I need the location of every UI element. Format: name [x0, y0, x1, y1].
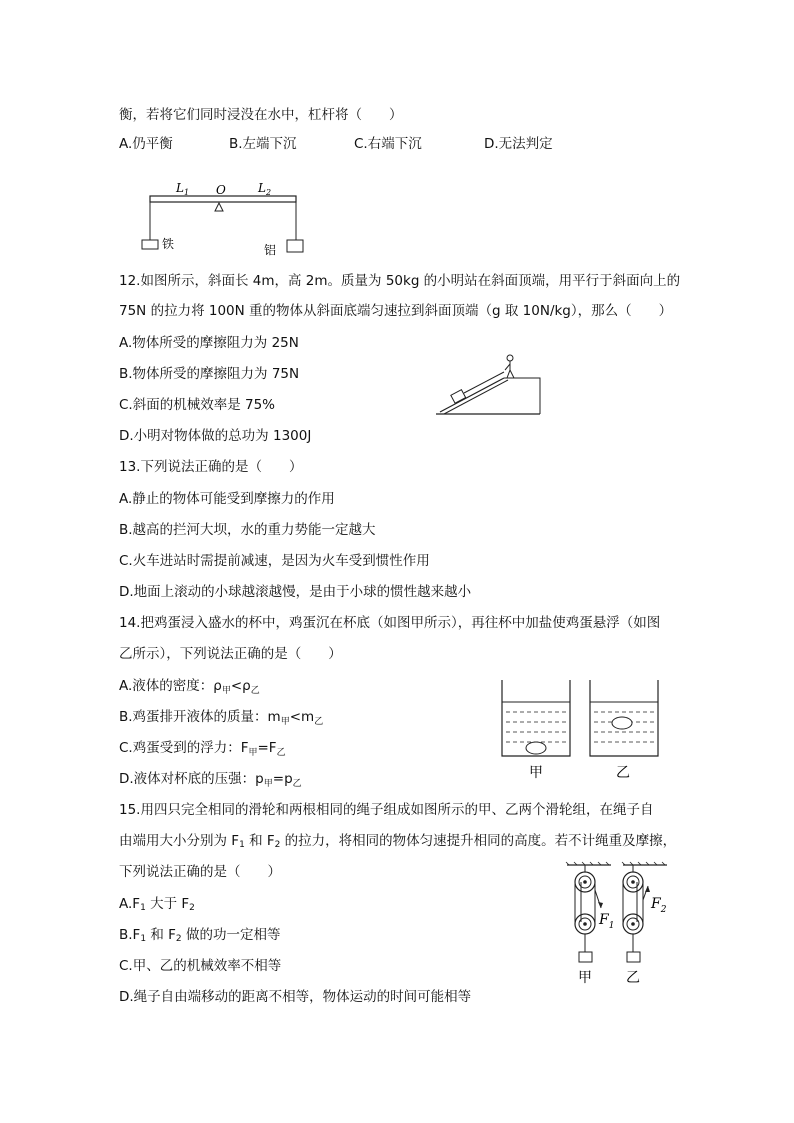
q15-option-d: D.绳子自由端移动的距离不相等，物体运动的时间可能相等 [119, 989, 472, 1005]
q15-stem-line1: 15.用四只完全相同的滑轮和两根相同的绳子组成如图所示的甲、乙两个滑轮组，在绳子自 [119, 802, 654, 818]
q11-stem-tail: 衡，若将它们同时浸没在水中，杠杆将（ ） [119, 107, 403, 123]
q15-stem-line2: 由端用大小分别为 F1 和 F2 的拉力，将相同的物体匀速提升相同的高度。若不计绳重及摩擦， [119, 833, 677, 850]
q14-option-d: D.液体对杯底的压强：$p_甲=p_乙$ [119, 771, 302, 789]
q12-stem-line1: 12.如图所示，斜面长 4m，高 2m。质量为 50kg 的小明站在斜面顶端，用平行于斜面向上的 [119, 273, 681, 289]
q12-stem-line2: 75N 的拉力将 100N 重的物体从斜面底端匀速拉到斜面顶端（g 取 10N/kg），那么（ ） [119, 303, 673, 319]
q11-option-c: C.右端下沉 [354, 136, 422, 152]
q14-option-b: B.鸡蛋排开液体的质量：$m_甲<m_乙$ [119, 709, 324, 727]
svg-text:F2: $F_2$ [651, 896, 667, 915]
q13-option-a: A.静止的物体可能受到摩擦力的作用 [119, 491, 335, 507]
svg-text:乙: 乙 [616, 765, 630, 781]
q13-option-b: B.越高的拦河大坝，水的重力势能一定越大 [119, 522, 376, 538]
q11-option-d: D.无法判定 [484, 136, 553, 152]
svg-text:甲: 甲 [529, 765, 543, 781]
svg-text:F1: $F_1$ [599, 912, 615, 931]
q13-option-c: C.火车进站时需提前减速，是因为火车受到惯性作用 [119, 553, 430, 569]
q13-stem: 13.下列说法正确的是（ ） [119, 459, 303, 475]
svg-text:O: O [216, 183, 226, 197]
q11-option-b: B.左端下沉 [229, 136, 297, 152]
svg-text:乙: 乙 [626, 970, 640, 986]
q15-option-c: C.甲、乙的机械效率不相等 [119, 958, 282, 974]
q14-stem-line2: 乙所示），下列说法正确的是（ ） [119, 646, 342, 662]
lever-figure [138, 178, 308, 258]
q11-option-a: A.仍平衡 [119, 136, 173, 152]
pulley-figure [565, 862, 675, 987]
incline-figure [432, 350, 544, 416]
svg-text:铁: 铁 [162, 237, 175, 251]
q12-option-d: D.小明对物体做的总功为 1300J [119, 428, 312, 444]
q15-option-a: A.F1 大于 F2 [119, 896, 195, 913]
q12-option-c: C.斜面的机械效率是 75% [119, 397, 276, 413]
svg-text:L1: $L_1$ [176, 181, 190, 197]
q14-option-c: C.鸡蛋受到的浮力：$F_甲=F_乙$ [119, 740, 286, 758]
q15-stem-line3: 下列说法正确的是（ ） [119, 864, 281, 880]
egg-cups-figure [498, 678, 658, 782]
q12-option-b: B.物体所受的摩擦阻力为 75N [119, 366, 300, 382]
svg-text:甲: 甲 [578, 970, 592, 986]
q12-option-a: A.物体所受的摩擦阻力为 25N [119, 335, 299, 351]
q14-option-a: A.液体的密度：$\rho_甲<\rho_乙$ [119, 678, 260, 696]
q15-option-b: B.F1 和 F2 做的功一定相等 [119, 927, 281, 944]
svg-text:L2: $L_2$ [258, 181, 272, 197]
q14-stem-line1: 14.把鸡蛋浸入盛水的杯中，鸡蛋沉在杯底（如图甲所示），再往杯中加盐使鸡蛋悬浮（如图 [119, 615, 661, 631]
q13-option-d: D.地面上滚动的小球越滚越慢，是由于小球的惯性越来越小 [119, 584, 472, 600]
svg-text:铝: 铝 [264, 243, 277, 257]
